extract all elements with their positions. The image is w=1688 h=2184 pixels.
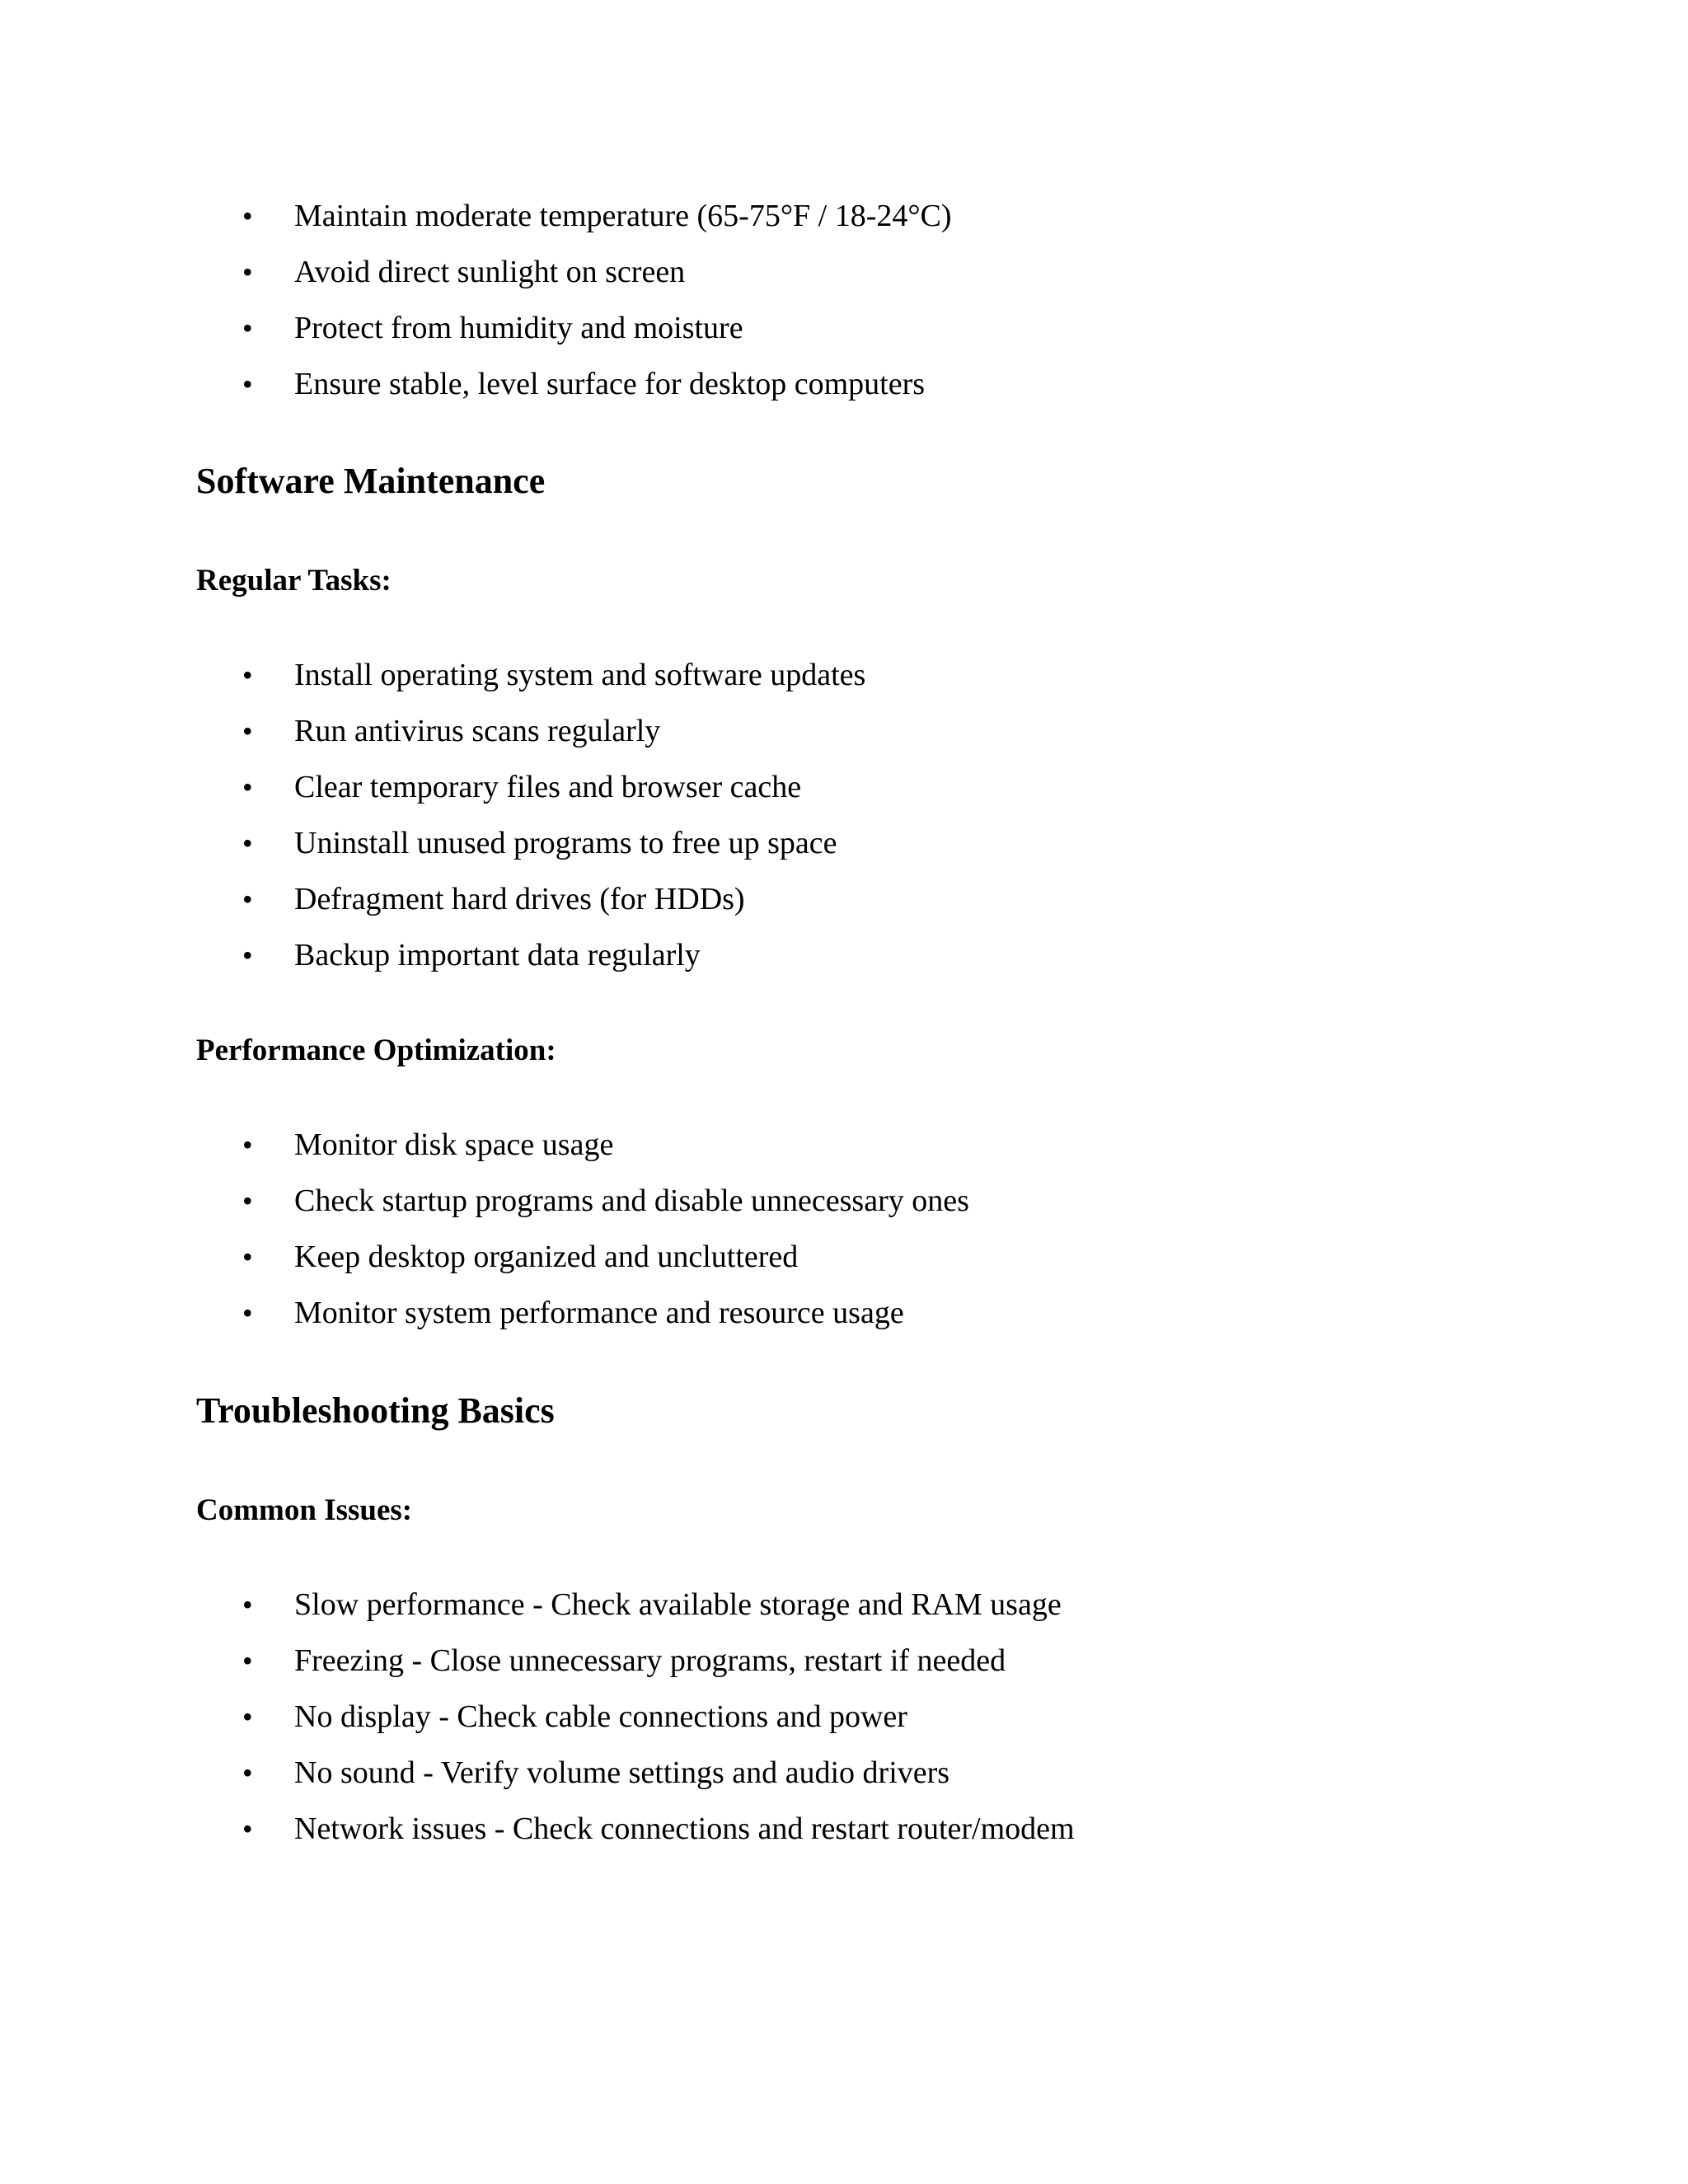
subheading-common-issues: Common Issues: [196, 1493, 413, 1527]
bullet-icon: • [242, 368, 253, 401]
bullet-icon: • [242, 1240, 253, 1273]
bullet-icon: • [242, 1184, 253, 1217]
bullet-icon: • [242, 312, 253, 344]
bullet-icon: • [242, 939, 253, 972]
bullet-icon: • [242, 827, 253, 860]
bullet-icon: • [242, 1128, 253, 1161]
bullet-icon: • [242, 771, 253, 804]
subheading-performance-optimization: Performance Optimization: [196, 1033, 556, 1067]
section-heading-troubleshooting: Troubleshooting Basics [196, 1390, 555, 1431]
bullet-icon: • [242, 1588, 253, 1621]
bullet-icon: • [242, 1812, 253, 1845]
bullet-icon: • [242, 255, 253, 288]
document-page: • Maintain moderate temperature (65-75°F / 18-24°C) • Avoid direct sunlight on screen • Protect from humidity and moisture • Ensure stable, level surface for desktop computers Software Maintenance Regular Tasks: • Install operating system and software updates • Run antivirus scans regularly • Clear temporary files and browser cache • Uninstall unused programs to free up space • Defragment hard drives (for HDDs) • Backup important data regularly Performance Optimization: • Monitor disk space usage • Check startup programs and disable unnecessary ones • Keep desktop organized and uncluttered • Monitor system performance and resource usage Troubleshooting Basics Common Issues: • Slow performance - Check available storage and RAM usage • Freezing - Close unnecessary programs, restart if needed • No display - Check cable connections and power • No sound - Verify volume settings and audio drivers • Network issues - Check connections and restart router/modem [0, 0, 1688, 2184]
section-heading-software-maintenance: Software Maintenance [196, 461, 546, 501]
bullet-icon: • [242, 1644, 253, 1677]
bullet-icon: • [242, 199, 253, 232]
subheading-regular-tasks: Regular Tasks: [196, 564, 392, 598]
bullet-icon: • [242, 1296, 253, 1329]
bullet-icon: • [242, 883, 253, 916]
bullet-icon: • [242, 1756, 253, 1789]
bullet-icon: • [242, 715, 253, 748]
bullet-icon: • [242, 1700, 253, 1733]
bullet-icon: • [242, 658, 253, 691]
